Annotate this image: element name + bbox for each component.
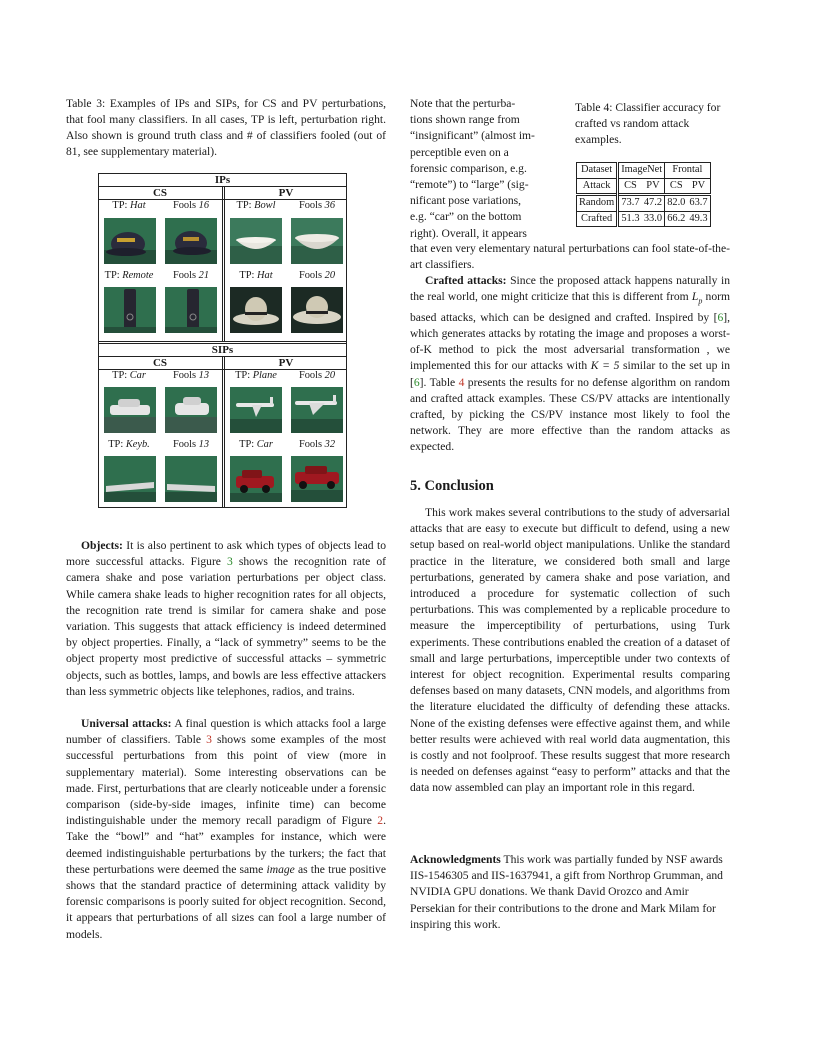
table4-cell: 47.2 <box>642 195 665 212</box>
table3-row4-cs-tp <box>99 439 159 450</box>
text: ]. Table <box>419 375 459 389</box>
acknowledgments-title: Acknowledgments <box>410 853 501 866</box>
table3-cs-header: CS <box>152 187 168 199</box>
text: A final question is which attacks fool a large number of classifiers. Table <box>66 717 386 747</box>
red-car-tp-image <box>230 456 282 502</box>
table3-pv-header: PV <box>278 187 294 199</box>
note-line: “insignificant” (almost im- <box>410 129 535 143</box>
table-ref[interactable]: 4 <box>458 375 465 389</box>
tp-prefix: TP: <box>108 439 124 450</box>
table3-row1-pv-tp <box>226 200 286 211</box>
table3-row2-cs-fools <box>161 270 221 281</box>
class-label: Bowl <box>254 200 276 211</box>
hat-pv-tp-image <box>230 287 282 333</box>
table3-row4-pv-fools <box>288 439 346 450</box>
class-label: Plane <box>252 370 277 381</box>
fools-prefix: Fools <box>172 270 197 281</box>
fools-prefix: Fools <box>298 370 323 381</box>
note-line: forensic comparison, e.g. <box>410 161 527 175</box>
fools-count: 32 <box>324 439 336 450</box>
column-divider <box>222 187 225 341</box>
table4-header: CS <box>665 178 688 195</box>
table4 <box>576 162 711 227</box>
emphasis: image <box>266 862 295 876</box>
note-line: nificant pose variations, <box>410 194 522 208</box>
note-line: right). Overall, it appears <box>410 226 527 240</box>
tp-prefix: TP: <box>104 270 120 281</box>
citation[interactable]: 6 <box>717 310 724 324</box>
fools-count: 36 <box>324 200 336 211</box>
table4-cell: 51.3 <box>618 211 642 227</box>
hat-perturbed-image <box>165 218 217 264</box>
table4-cell: 66.2 <box>665 211 688 227</box>
citation[interactable]: 6 <box>413 375 420 389</box>
class-label: Remote <box>122 270 154 281</box>
class-label: Car <box>129 370 146 381</box>
table4-header: CS <box>618 178 642 195</box>
table3-row1-cs-tp <box>99 200 159 211</box>
table3-row2-pv-fools <box>288 270 346 281</box>
table4-cell: 73.7 <box>618 195 642 212</box>
note-line: tions shown range from <box>410 113 520 127</box>
text: ], which generates attacks by rotating the image and proposes a worst-of-K method to pick the most adversarial transformation , we implemented this for our attacks with <box>410 310 730 373</box>
text: norm based attacks, which can be designed and crafted. Inspired by [ <box>410 290 730 324</box>
class-label: Car <box>256 439 273 450</box>
figure-ref[interactable]: 3 <box>227 555 233 569</box>
table3-caption: Table 3: Examples of IPs and SIPs, for CS and PV perturbations, that fool many classifiers. In all cases, TP is left, perturbation right. Also shown is ground truth class and # of classifiers fooled (out of 81, see supplementary material). <box>66 97 386 158</box>
table4-cell: 82.0 <box>665 195 688 212</box>
table3-row2-pv-tp <box>226 270 286 281</box>
text: as the true positive shows that the standard practice of determining attack validity by forensic comparisons is poorly suited for object recognition. Second, it appears that perturbations of all sizes can fool a large number of models. <box>66 862 386 941</box>
table3-row4-cs-fools <box>161 439 221 450</box>
fools-prefix: Fools <box>172 200 197 211</box>
tp-prefix: TP: <box>239 439 255 450</box>
red-car-perturbed-image <box>291 456 343 502</box>
note-tail: that even very elementary natural perturbations can fool state-of-the-art classifiers. <box>410 242 730 272</box>
text: This work was partially funded by NSF awards IIS-1546305 and IIS-1637941, a gift from Northrop Grumman, and NVIDIA GPU donations. We thank David Orozco and Amir Persekian for their contributions to the drone and Mark Milam for inspiring this work. <box>410 853 723 931</box>
table3-row3-pv-fools <box>288 370 346 381</box>
table4-cell: 63.7 <box>687 195 710 212</box>
tp-prefix: TP: <box>235 370 251 381</box>
car-tp-image <box>104 387 156 433</box>
text: It is also pertinent to ask which types of objects lead to more successful attacks. Figure <box>66 539 386 569</box>
note-line: “remote”) to “large” (sig- <box>410 178 529 192</box>
fools-count: 16 <box>198 200 210 211</box>
class-label: Keyb. <box>125 439 150 450</box>
table4-header: ImageNet <box>618 163 665 179</box>
math-subscript: p <box>698 296 703 306</box>
fools-count: 13 <box>198 439 210 450</box>
plane-perturbed-image <box>291 387 343 433</box>
table3-row2-cs-tp <box>99 270 159 281</box>
car-perturbed-image <box>165 387 217 433</box>
math: L <box>691 290 699 304</box>
table4-cell: 49.3 <box>687 211 710 227</box>
table-ref[interactable]: 3 <box>206 733 212 747</box>
crafted-paragraph <box>410 273 730 456</box>
table4-cell: Crafted <box>577 211 618 227</box>
table4-header: Dataset <box>577 163 618 179</box>
hat-tp-image <box>104 218 156 264</box>
note-line: perceptible even on a <box>410 145 509 159</box>
note-lines <box>410 96 550 242</box>
fools-prefix: Fools <box>298 200 323 211</box>
conclusion-paragraph: This work makes several contributions to the study of adversarial attacks that are easy to execute but difficult to defend, using a new setup based on real-world object manipulations. Unlike the standard practice in the literature, we considered both small and large perturbations, generated by camera shake and pose variation, and introduced a procedure for systematic collection of such perturbations. This was complemented by a replicable procedure to measure the imperceptibility of perturbations, using Turk experiments. These contributions enabled the creation of a dataset of small and large perturbations, imperceptible under two contexts of interest for object recognition. Experimental results comparing defenses based on many datasets, CNN models, and algorithms from the literature elucidated the difficulty of defending these attacks. None of the existing defenses were effective against them, and while better results were achieved with real world data augmentation, this is costly and not foolproof. These results suggest that more research is needed on defenses against “easy to perform” attacks and that the data now assembled can play an important role in this regard. <box>410 506 730 795</box>
keyboard-perturbed-image <box>165 456 217 502</box>
table3-ips-header: IPs <box>214 174 231 186</box>
text: shows some examples of the most successful perturbations from this point of view (more in supplementary material). Some interesting observations can be made. First, perturbations that are clearly noticeable under a forensic comparison (side-by-side images, infinite time) can become indistinguishable under the memory recall paradigm of Figure <box>66 733 386 828</box>
remote-tp-image <box>104 287 156 333</box>
bowl-tp-image <box>230 218 282 264</box>
universal-paragraph <box>66 716 386 943</box>
plane-tp-image <box>230 387 282 433</box>
table4-cell: 33.0 <box>642 211 665 227</box>
text: Since the proposed attack happens naturally in the real world, one might criticize that this is different from <box>410 274 731 304</box>
acknowledgments-paragraph <box>410 852 730 933</box>
table4-header: PV <box>642 178 665 195</box>
class-label: Hat <box>257 270 273 281</box>
table4-cell: Random <box>577 195 618 212</box>
note-line: Note that the perturba- <box>410 97 516 110</box>
objects-title: Objects: <box>81 539 123 552</box>
text: shows the recognition rate of camera shake and pose variation perturbations per object class. While camera shake leads to higher recognition rates for all objects, the recognition rate trend is similar for camera shake and pose variation. This suggests that attack efficiency is indeed determined by object properties. Finally, a “lack of symmetry” seems to be the object property most predictive of successful attacks – symmetric objects, such as bottles, lamps, and bowls are less effective attackers than less symmetric objects like telephones, radios, and trains. <box>66 555 386 698</box>
text: . Take the “bowl” and “hat” examples for instance, which were deemed indistinguishable perturbations by the turkers; the fact that these perturbations were deemed the same <box>66 814 386 876</box>
objects-paragraph <box>66 538 386 700</box>
crafted-title: Crafted attacks: <box>425 274 507 287</box>
fools-prefix: Fools <box>172 370 197 381</box>
column-divider <box>222 357 225 508</box>
universal-title: Universal attacks: <box>81 717 172 730</box>
table3-row4-pv-tp <box>226 439 286 450</box>
remote-perturbed-image <box>165 287 217 333</box>
table3-row3-cs-tp <box>99 370 159 381</box>
tp-prefix: TP: <box>112 370 128 381</box>
table3-row3-cs-fools <box>161 370 221 381</box>
tp-prefix: TP: <box>236 200 252 211</box>
table3-row3-pv-tp <box>226 370 286 381</box>
table4-header: PV <box>687 178 710 195</box>
table4-caption: Table 4: Classifier accuracy for crafted vs random attack examples. <box>575 101 721 147</box>
table3 <box>98 173 347 508</box>
table4-header: Frontal <box>665 163 710 179</box>
tp-prefix: TP: <box>112 200 128 211</box>
table3-sips-cs-header: CS <box>152 357 168 369</box>
math: K = 5 <box>590 359 620 373</box>
keyboard-tp-image <box>104 456 156 502</box>
fools-count: 20 <box>324 270 336 281</box>
bowl-perturbed-image <box>291 218 343 264</box>
table3-sips-pv-header: PV <box>278 357 294 369</box>
fools-count: 20 <box>324 370 336 381</box>
table3-row1-pv-fools <box>288 200 346 211</box>
fools-count: 21 <box>198 270 210 281</box>
class-label: Hat <box>130 200 146 211</box>
fools-prefix: Fools <box>298 270 323 281</box>
conclusion-heading: 5. Conclusion <box>410 478 494 494</box>
tp-prefix: TP: <box>239 270 255 281</box>
table3-sips-header: SIPs <box>211 344 234 356</box>
fools-prefix: Fools <box>172 439 197 450</box>
text: similar to the set up in [ <box>410 359 731 389</box>
note-line: e.g. “car” on the bottom <box>410 210 522 224</box>
figure-ref[interactable]: 2 <box>377 814 384 828</box>
fools-count: 13 <box>198 370 210 381</box>
hat-pv-perturbed-image <box>291 287 343 333</box>
text: presents the results for no defense algorithm on random and crafted attack examples. These CS/PV attacks are intentionally crafted, by picking the CS/PV instance most likely to fool the network. They are more effective than the random attacks as expected. <box>410 375 730 454</box>
table4-header: Attack <box>577 178 618 195</box>
fools-prefix: Fools <box>298 439 323 450</box>
table3-row1-cs-fools <box>161 200 221 211</box>
